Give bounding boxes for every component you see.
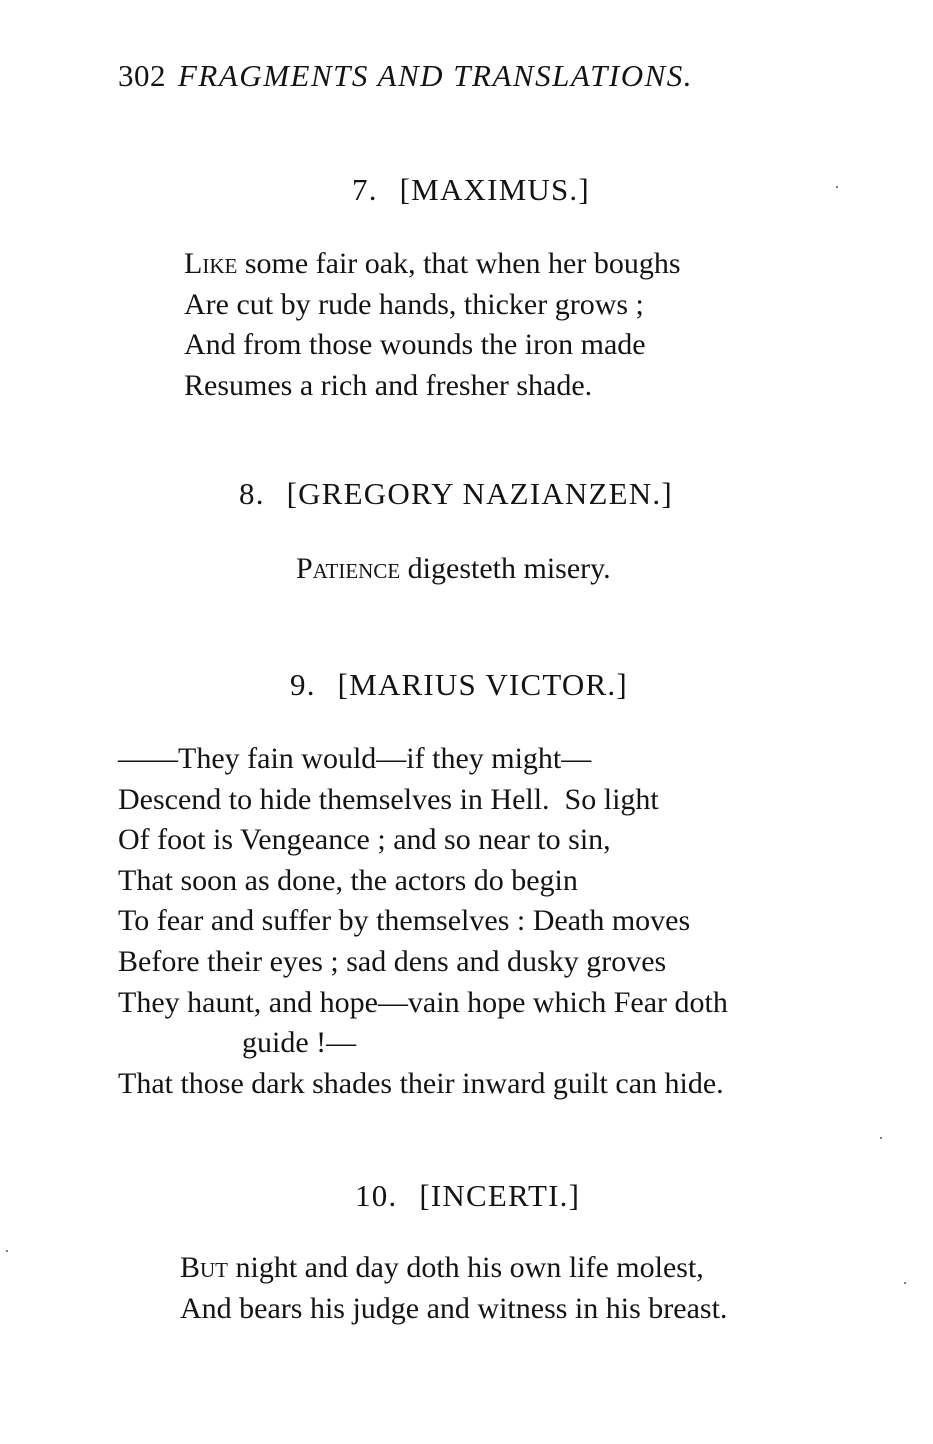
verse-line-continuation: guide !— [242, 1026, 357, 1060]
poem-incerti [180, 1248, 727, 1329]
section-number: 7. [352, 172, 378, 207]
verse-line: That soon as done, the actors do begin [118, 863, 578, 897]
verse-line: Before their eyes ; sad dens and dusky groves [118, 944, 667, 978]
section-heading-7 [352, 172, 590, 208]
small-caps-initial: Patience [296, 552, 401, 585]
section-title: [GREGORY NAZIANZEN.] [286, 476, 673, 511]
section-heading-8 [239, 476, 673, 512]
verse-line: And from those wounds the iron made [184, 328, 646, 362]
verse-line: Descend to hide themselves in Hell. So light [118, 782, 659, 816]
scan-speck [6, 1250, 8, 1252]
section-number: 9. [290, 667, 316, 702]
running-title: FRAGMENTS AND TRANSLATIONS. [178, 58, 694, 93]
section-title: [INCERTI.] [419, 1178, 581, 1213]
verse-line: And bears his judge and witness in his breast. [180, 1291, 728, 1325]
verse-line: Are cut by rude hands, thicker grows ; [184, 287, 644, 321]
verse-line: Patience digesteth misery. [296, 552, 611, 585]
section-number: 10. [355, 1178, 398, 1213]
poem-marius-victor [118, 739, 728, 1104]
verse-line: They haunt, and hope—vain hope which Fear doth [118, 985, 728, 1019]
scan-speck [880, 1137, 882, 1139]
section-heading-10 [355, 1178, 580, 1214]
verse-line: But night and day doth his own life molest, [180, 1251, 704, 1284]
poem-maximus [184, 244, 681, 406]
scan-speck [904, 1282, 906, 1284]
small-caps-initial: Like [184, 247, 238, 280]
section-number: 8. [239, 476, 265, 511]
section-title: [MARIUS VICTOR.] [337, 667, 628, 702]
small-caps-initial: But [180, 1251, 229, 1284]
page-number: 302 [118, 58, 166, 93]
verse-line: To fear and suffer by themselves : Death moves [118, 904, 691, 938]
verse-line: Resumes a rich and fresher shade. [184, 368, 593, 402]
section-heading-9 [290, 667, 628, 703]
scan-speck [836, 186, 838, 188]
running-header [118, 58, 693, 94]
section-title: [MAXIMUS.] [399, 172, 590, 207]
verse-line: ——They fain would—if they might— [118, 742, 592, 775]
verse-line: That those dark shades their inward guilt can hide. [118, 1066, 724, 1100]
verse-line: Of foot is Vengeance ; and so near to sin, [118, 823, 611, 857]
poem-gregory [296, 549, 611, 590]
verse-line: Like some fair oak, that when her boughs [184, 247, 681, 280]
